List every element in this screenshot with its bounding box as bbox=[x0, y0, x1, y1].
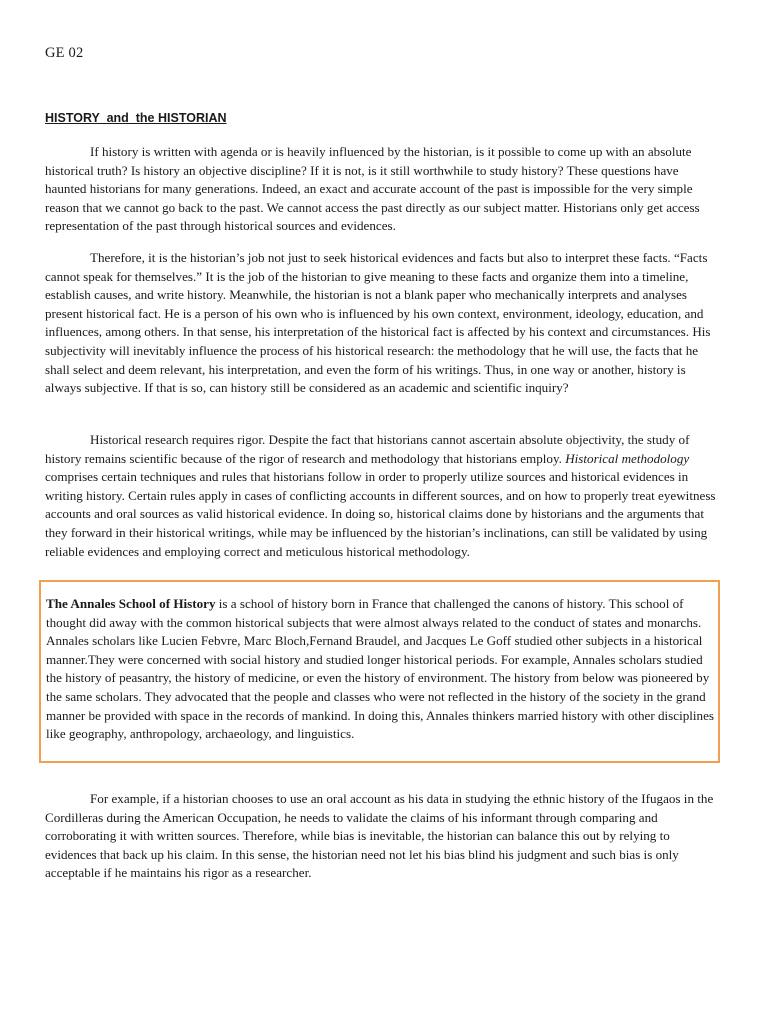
paragraph-methodology-text-end: comprises certain techniques and rules that historians follow in order to properly utilize sources and historical evidences in writing history. Certain rules apply in cases of conflicting accounts in different sources, and on how to properly treat eyewitness accounts and oral sources as valid historical evidence. In doing so, historical claims done by historians and the arguments that they forward in their historical writings, while may be influenced by the historian’s inclinations, can still be validated by using reliable evidences and employing correct and meticulous historical methodology. bbox=[45, 469, 716, 559]
document-heading: HISTORY and the HISTORIAN bbox=[45, 111, 227, 125]
paragraph-methodology bbox=[45, 431, 717, 561]
annales-callout-box bbox=[39, 580, 720, 763]
annales-callout-title: The Annales School of History bbox=[46, 596, 216, 611]
paragraph-example: For example, if a historian chooses to use an oral account as his data in studying the ethnic history of the Ifugaos in the Cordilleras during the American Occupation, he needs to validate the claims of his informant through comparing and corroborating it with written sources. Therefore, while bias is inevitable, the historian can balance this out by relying to evidences that back up his claim. In this sense, the historian need not let his bias blind his judgment and such bias is only acceptable if he maintains his rigor as a researcher. bbox=[45, 791, 714, 881]
paragraph-interpretation: Therefore, it is the historian’s job not just to seek historical evidences and facts but also to interpret these facts. “Facts cannot speak for themselves.” It is the job of the historian to give meaning to these facts and organize them into a timeline, establish causes, and write history. Meanwhile, the historian is not a blank paper who mechanically interprets and analyses present historical fact. He is a person of his own who is influenced by his own context, environment, ideology, education, and influences, among others. In that sense, his interpretation of the historical fact is affected by his context and circumstances. His subjectivity will inevitably influence the process of his historical research: the methodology that he will use, the facts that he shall select and deem relevant, his interpretation, and even the form of his writings. Thus, in one way or another, history is always subjective. If that is so, can history still be considered as an academic and scientific inquiry? bbox=[45, 250, 711, 396]
paragraph-methodology-text-start: Historical research requires rigor. Despite the fact that historians cannot ascertain absolute objectivity, the study of history remains scientific because of the rigor of research and methodology that historians employ. bbox=[45, 432, 690, 466]
historical-methodology-term: Historical methodology bbox=[565, 450, 690, 466]
annales-callout-body: is a school of history born in France that challenged the canons of history. This school of thought did away with the common historical subjects that were almost always related to the conduct of states and monarchs. Annales scholars like Lucien Febvre, Marc Bloch,Fernand Braudel, and Jacques Le Goff studied other subjects in a historical manner.They were concerned with social history and studied longer historical periods. For example, Annales scholars studied the history of peasantry, the history of medicine, or even the history of environment. The history from below was pioneered by the same scholars. They advocated that the people and classes who were not reflected in the history of the society in the grand manner be provided with space in the records of mankind. In doing this, Annales thinkers married history with other disciplines like geography, anthropology, archaeology, and linguistics. bbox=[46, 596, 714, 742]
paragraph-intro: If history is written with agenda or is heavily influenced by the historian, is it possible to come up with an absolute historical truth? Is history an objective discipline? If it is not, is it still worthwhile to study history? These questions have haunted historians for many generations. Indeed, an exact and accurate account of the past is impossible for the very simple reason that we cannot go back to the past. We cannot access the past directly as our subject matter. Historians only get access representation of the past through historical sources and evidences. bbox=[45, 144, 700, 234]
course-code: GE 02 bbox=[45, 45, 84, 61]
annales-callout-text bbox=[46, 595, 720, 744]
